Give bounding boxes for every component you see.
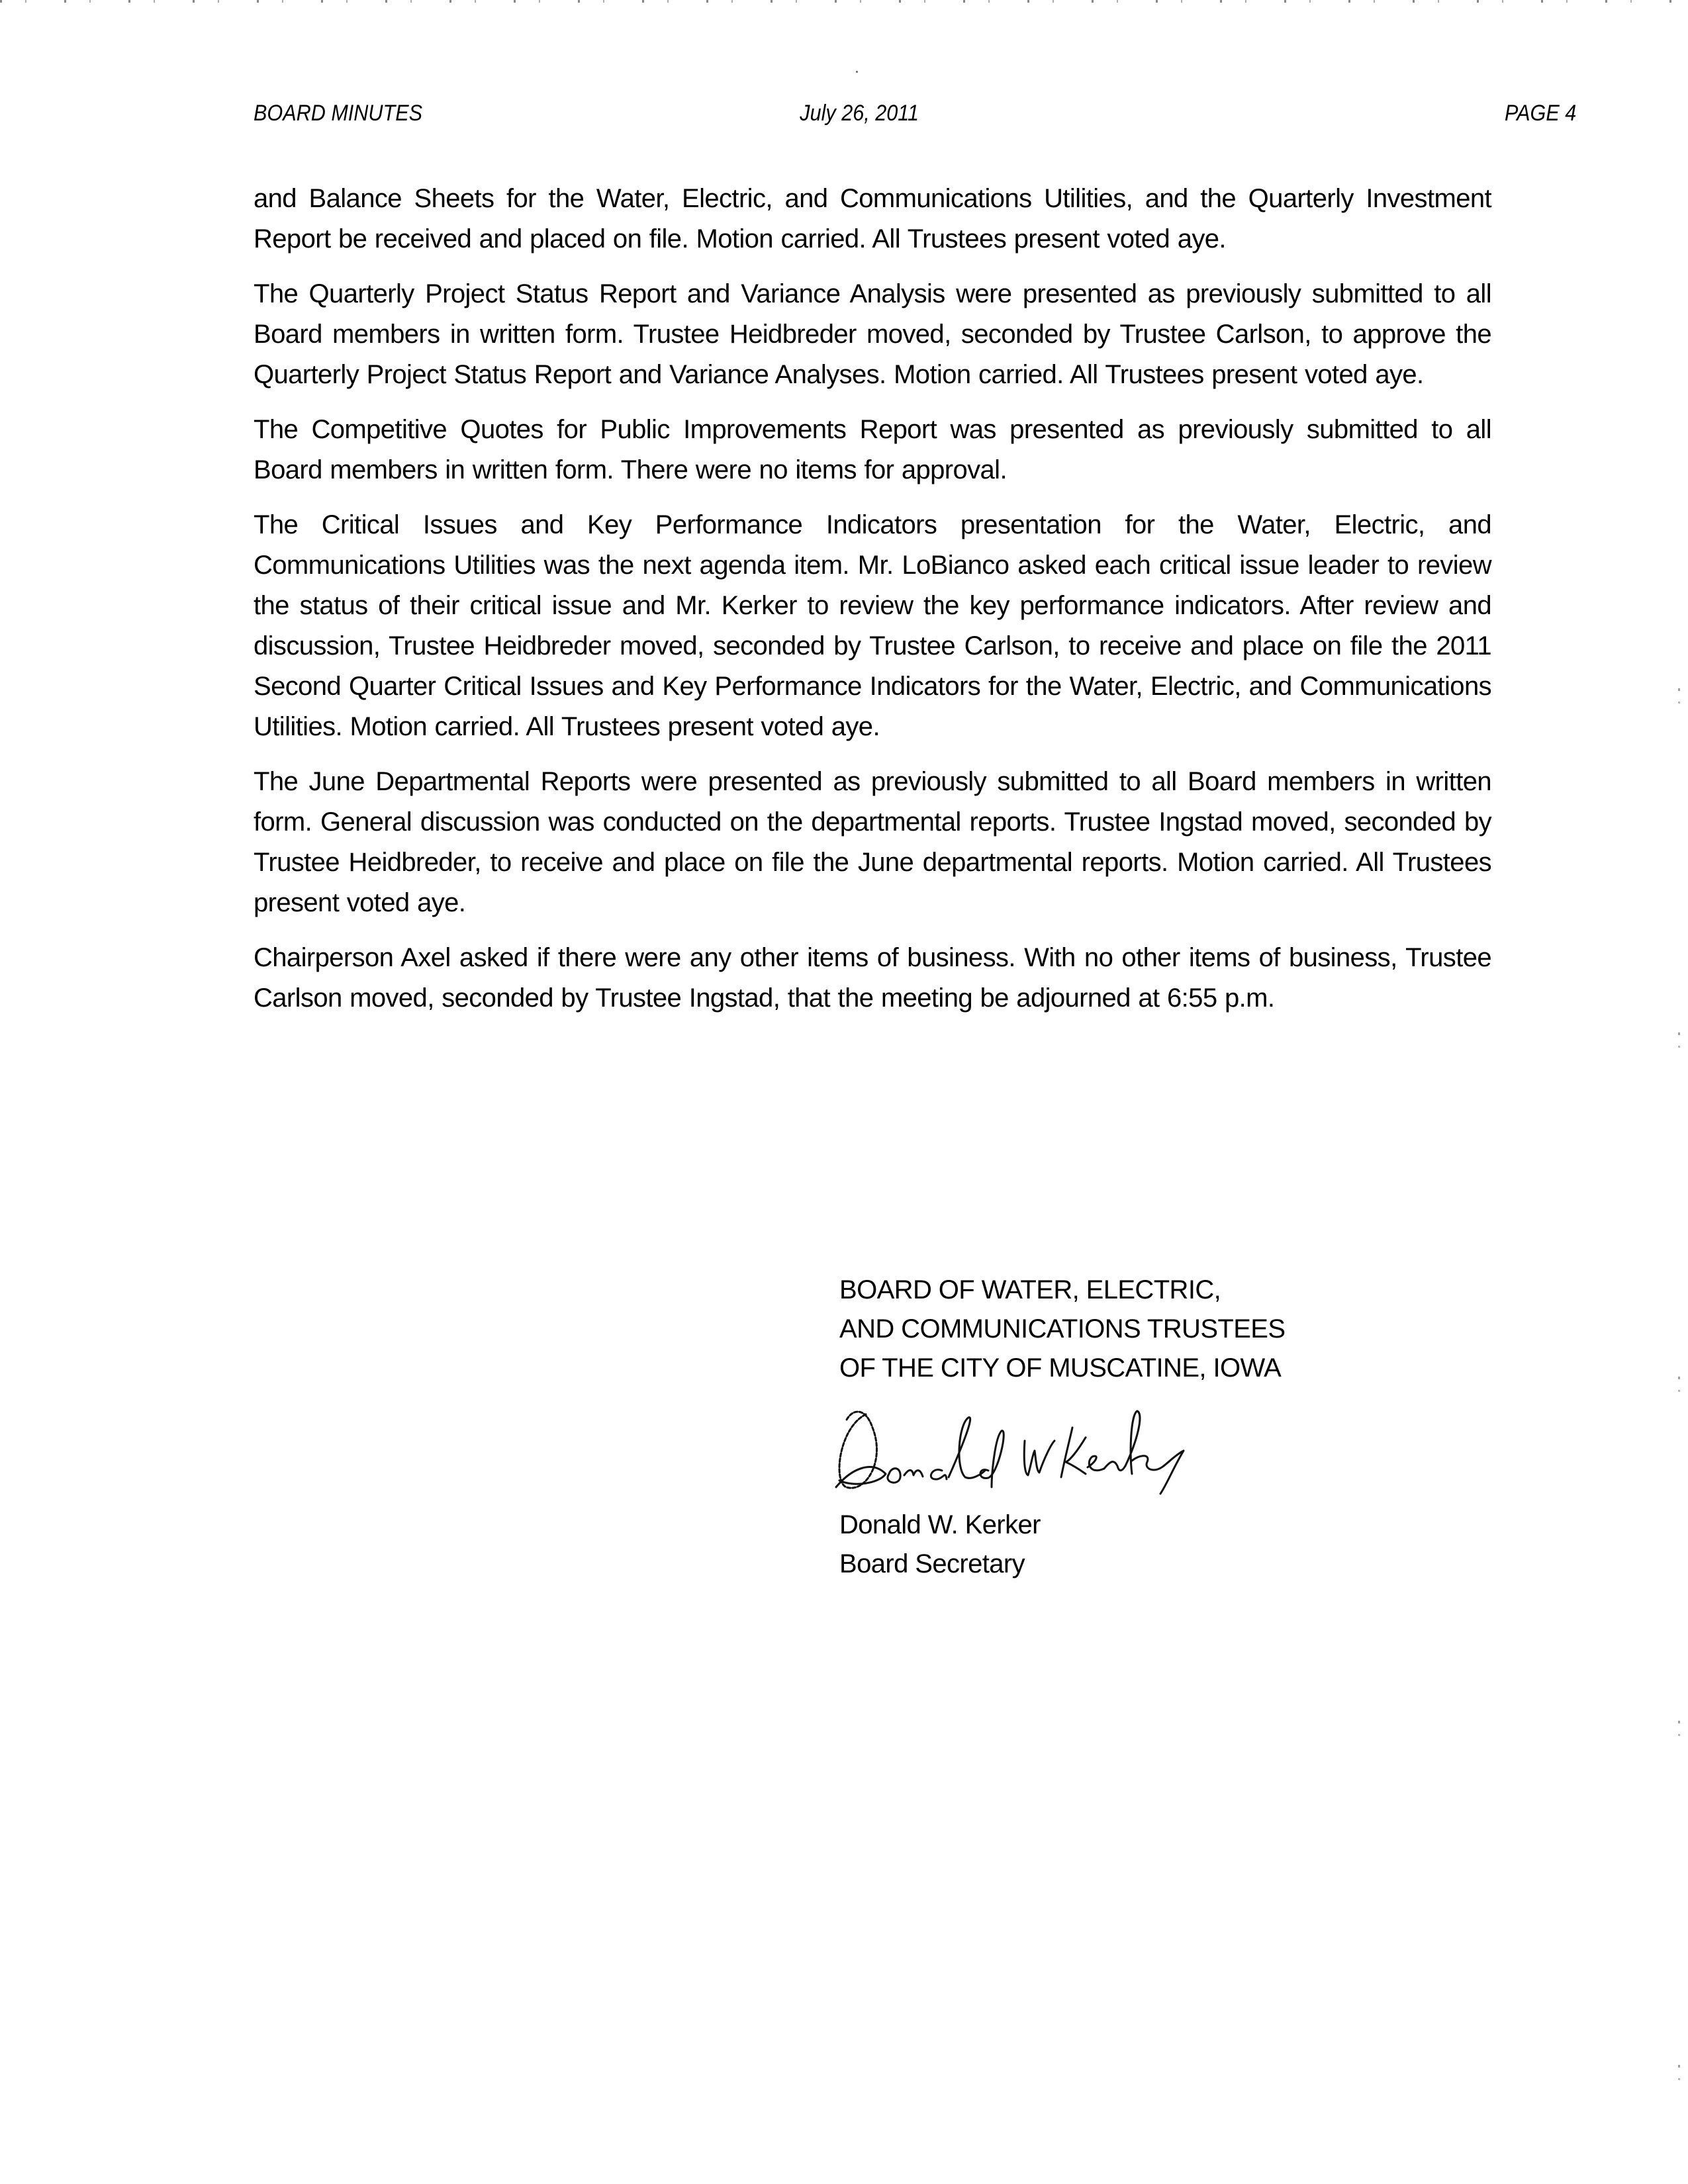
scan-artifact-right-edge: [1678, 450, 1680, 2105]
page-header: [254, 101, 1577, 130]
scan-artifact-top-edge: [0, 0, 1688, 3]
minutes-body: [254, 179, 1491, 1033]
paragraph-competitive-quotes: The Competitive Quotes for Public Improvements Report was presented as previously submitted to all Board members in written form. There were no items for approval.: [254, 415, 1491, 484]
scan-speck: [856, 71, 858, 73]
header-page-number: PAGE 4: [1505, 101, 1577, 126]
paragraph-critical-issues-kpi: The Critical Issues and Key Performance Indicators presentation for the Water, Electric, and Communications Utilities was the next agenda item. Mr. LoBianco asked each critical issue leader to review the status of their critical issue and Mr. Kerker to review the key performance indicators. After review and discussion, Trustee Heidbreder moved, seconded by Trustee Carlson, to receive and place on file the 2011 Second Quarter Critical Issues and Key Performance Indicators for the Water, Electric, and Communications Utilities. Motion carried. All Trustees present voted aye.: [254, 510, 1491, 741]
signature-block: [839, 1271, 1369, 1584]
header-date: July 26, 2011: [800, 101, 919, 126]
paragraph-departmental-reports: The June Departmental Reports were presented as previously submitted to all Board members in written form. General discussion was conducted on the departmental reports. Trustee Ingstad moved, seconded by Trustee Heidbreder, to receive and place on file the June departmental reports. Motion carried. All Trustees present voted aye.: [254, 767, 1491, 917]
paragraph-project-status-report: The Quarterly Project Status Report and Variance Analysis were presented as previously submitted to all Board members in written form. Trustee Heidbreder moved, seconded by Trustee Carlson, to approve the Quarterly Project Status Report and Variance Analyses. Motion carried. All Trustees present voted aye.: [254, 279, 1491, 389]
signature-org-line-2: AND COMMUNICATIONS TRUSTEES: [839, 1314, 1286, 1343]
paragraph-financial-reports: and Balance Sheets for the Water, Electric, and Communications Utilities, and the Quarterly Investment Report be received and placed on file. Motion carried. All Trustees present voted aye.: [254, 184, 1491, 253]
header-document-title: BOARD MINUTES: [254, 101, 423, 126]
signature-org-line-1: BOARD OF WATER, ELECTRIC,: [839, 1275, 1221, 1304]
paragraph-adjournment: Chairperson Axel asked if there were any other items of business. With no other items of business, Trustee Carlson moved, seconded by Trustee Ingstad, that the meeting be adjourned at 6:55 p.m.: [254, 943, 1491, 1013]
handwritten-signature-icon: [826, 1388, 1303, 1500]
signatory-title: Board Secretary: [839, 1549, 1025, 1578]
signatory-name: Donald W. Kerker: [839, 1510, 1041, 1539]
signature-org-line-3: OF THE CITY OF MUSCATINE, IOWA: [839, 1353, 1282, 1383]
